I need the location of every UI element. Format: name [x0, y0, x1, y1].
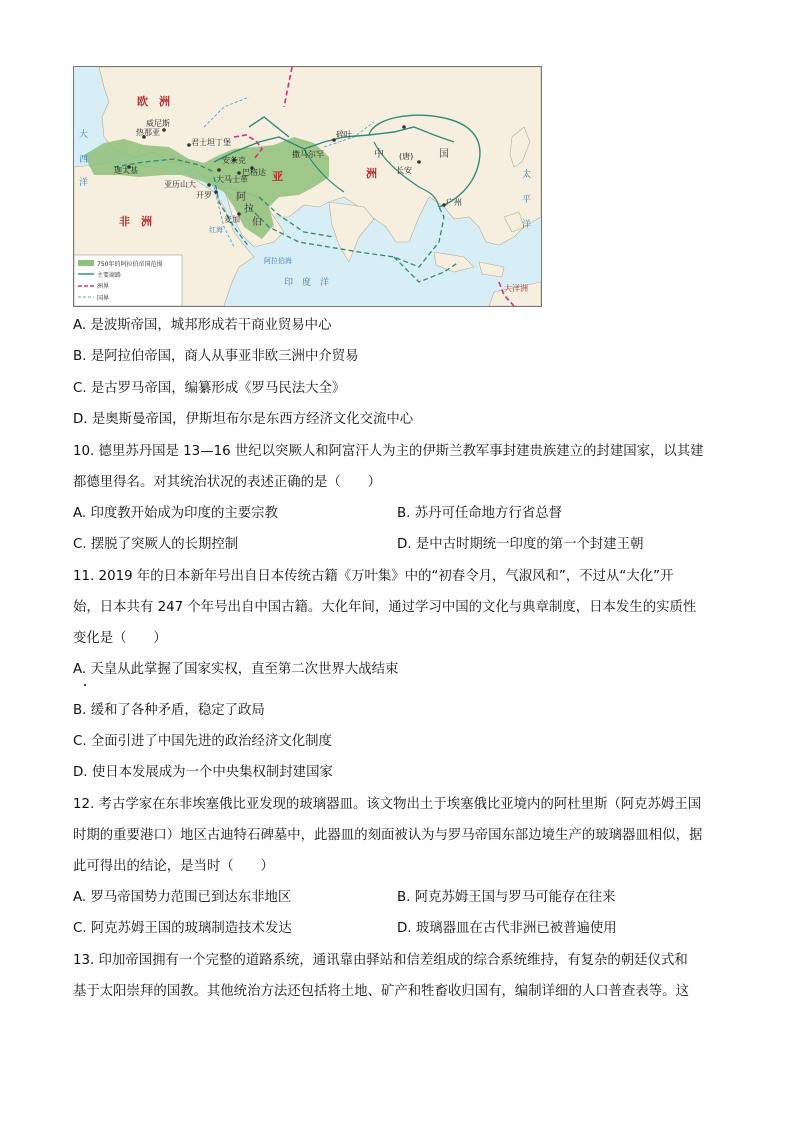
label-red-sea: 红海 [209, 226, 223, 234]
label-arabian-sea: 阿拉伯海 [264, 257, 292, 265]
q11-stem-line3: 变化是（ ） [73, 631, 167, 646]
label-suiye: 碎叶 [336, 130, 352, 139]
stray-mark [84, 684, 86, 686]
q10-option-b: B. 苏丹可任命地方行省总督 [397, 506, 562, 521]
legend-route-label: 主要商路 [97, 272, 122, 279]
legend-national-label: 国界 [97, 295, 110, 302]
map-graphic [74, 67, 541, 306]
label-alexandria: 亚历山大 [164, 180, 196, 189]
label-changan: 长安 [396, 166, 412, 175]
q11-option-d: D. 使日本发展成为一个中央集权制封建国家 [73, 765, 333, 780]
legend-empire-swatch [78, 260, 94, 266]
label-europe: 欧 洲 [137, 95, 170, 108]
label-baghdad: 巴格达 [242, 168, 266, 177]
label-china-1: 中 [374, 149, 384, 160]
label-atlantic-2: 西 [79, 155, 89, 165]
q12-option-d: D. 玻璃器皿在古代非洲已被普遍使用 [397, 921, 617, 936]
label-tang: (唐) [399, 152, 414, 161]
label-venice: 威尼斯 [146, 119, 170, 128]
label-atlantic-3: 洋 [79, 178, 89, 188]
label-antioch: 安条克 [222, 156, 246, 165]
q11-option-a: A. 天皇从此掌握了国家实权，直至第二次世界大战结束 [73, 662, 399, 677]
label-carthage: 迦太基 [114, 166, 138, 175]
label-pacific-2: 平 [522, 195, 532, 205]
q10-option-a: A. 印度教开始成为印度的主要宗教 [73, 506, 278, 521]
q13-stem-line1: 13. 印加帝国拥有一个完整的道路系统，通讯靠由驿站和信差组成的综合系统维持，有复杂的朝廷仪式和 [73, 953, 688, 968]
map-legend [74, 255, 182, 306]
q11-option-c: C. 全面引进了中国先进的政治经济文化制度 [73, 734, 332, 749]
q11-option-b: B. 缓和了各种矛盾，稳定了政局 [73, 703, 265, 718]
q12-option-c: C. 阿克苏姆王国的玻璃制造技术发达 [73, 921, 292, 936]
q11-stem-line1: 11. 2019 年的日本新年号出自日本传统古籍《万叶集》中的“初春令月，气淑风和”，不过从“大化”开 [73, 569, 674, 584]
label-oceania: 大洋洲 [504, 284, 528, 293]
q9-option-c: C. 是古罗马帝国，编纂形成《罗马民法大全》 [73, 381, 346, 396]
label-samarkand: 撒马尔罕 [292, 150, 324, 159]
label-arabia-3: 伯 [252, 217, 262, 228]
q9-option-d: D. 是奥斯曼帝国，伊斯坦布尔是东西方经济文化交流中心 [73, 412, 414, 427]
label-atlantic-1: 大 [79, 130, 89, 140]
q10-stem-line1: 10. 德里苏丹国是 13—16 世纪以突厥人和阿富汗人为主的伊斯兰教军事封建贵族建立的封建国家，以其建 [73, 444, 704, 459]
q12-option-b: B. 阿克苏姆王国与罗马可能存在往来 [397, 890, 616, 905]
q10-stem-line2: 都德里得名。对其统治状况的表述正确的是（ ） [73, 475, 381, 490]
legend-continent-label: 洲界 [97, 283, 110, 290]
label-pacific-3: 洋 [522, 220, 532, 230]
q10-option-c: C. 摆脱了突厥人的长期控制 [73, 537, 239, 552]
label-africa: 非 洲 [119, 215, 152, 228]
label-arabia-1: 阿 [236, 192, 246, 203]
legend-empire-label: 750年的阿拉伯帝国范围 [97, 261, 163, 268]
label-cairo: 开罗 [196, 191, 212, 200]
q9-option-b: B. 是阿拉伯帝国，商人从事亚非欧三洲中介贸易 [73, 349, 359, 364]
label-damascus: 大马士革 [216, 175, 248, 184]
label-asia-zhou: 洲 [366, 167, 377, 180]
label-pacific-1: 太 [522, 170, 532, 180]
label-constantinople: 君士坦丁堡 [191, 138, 231, 147]
q11-stem-line2: 始，日本共有 247 个年号出自中国古籍。大化年间，通过学习中国的文化与典章制度，日本发生的实质性 [73, 600, 697, 615]
label-genoa: 热那亚 [136, 128, 160, 137]
q12-stem-line1: 12. 考古学家在东非埃塞俄比亚发现的玻璃器皿。该文物出土于埃塞俄比亚境内的阿杜里斯（阿克苏姆王国 [73, 797, 702, 812]
q12-stem-line3: 此可得出的结论，是当时（ ） [73, 859, 274, 874]
label-asia: 亚 [272, 170, 283, 183]
label-arabia-2: 拉 [244, 204, 254, 215]
q10-option-d: D. 是中古时期统一印度的第一个封建王朝 [397, 537, 644, 552]
q9-option-a: A. 是波斯帝国，城邦形成若干商业贸易中心 [73, 318, 332, 333]
q13-stem-line2: 基于太阳崇拜的国教。其他统治方法还包括将土地、矿产和牲畜收归国有，编制详细的人口普查表等。这 [73, 984, 689, 999]
label-china-2: 国 [439, 149, 449, 160]
label-mecca: 麦加 [224, 215, 240, 224]
q12-stem-line2: 时期的重要港口）地区古迪特石碑墓中，此器皿的刻面被认为与罗马帝国东部边境生产的玻璃器皿相似，据 [73, 828, 703, 843]
label-guangzhou: 广州 [446, 198, 462, 207]
label-indian-ocean: 印 度 洋 [284, 278, 330, 288]
q12-option-a: A. 罗马帝国势力范围已到达东非地区 [73, 890, 292, 905]
arab-empire-map [73, 66, 542, 307]
